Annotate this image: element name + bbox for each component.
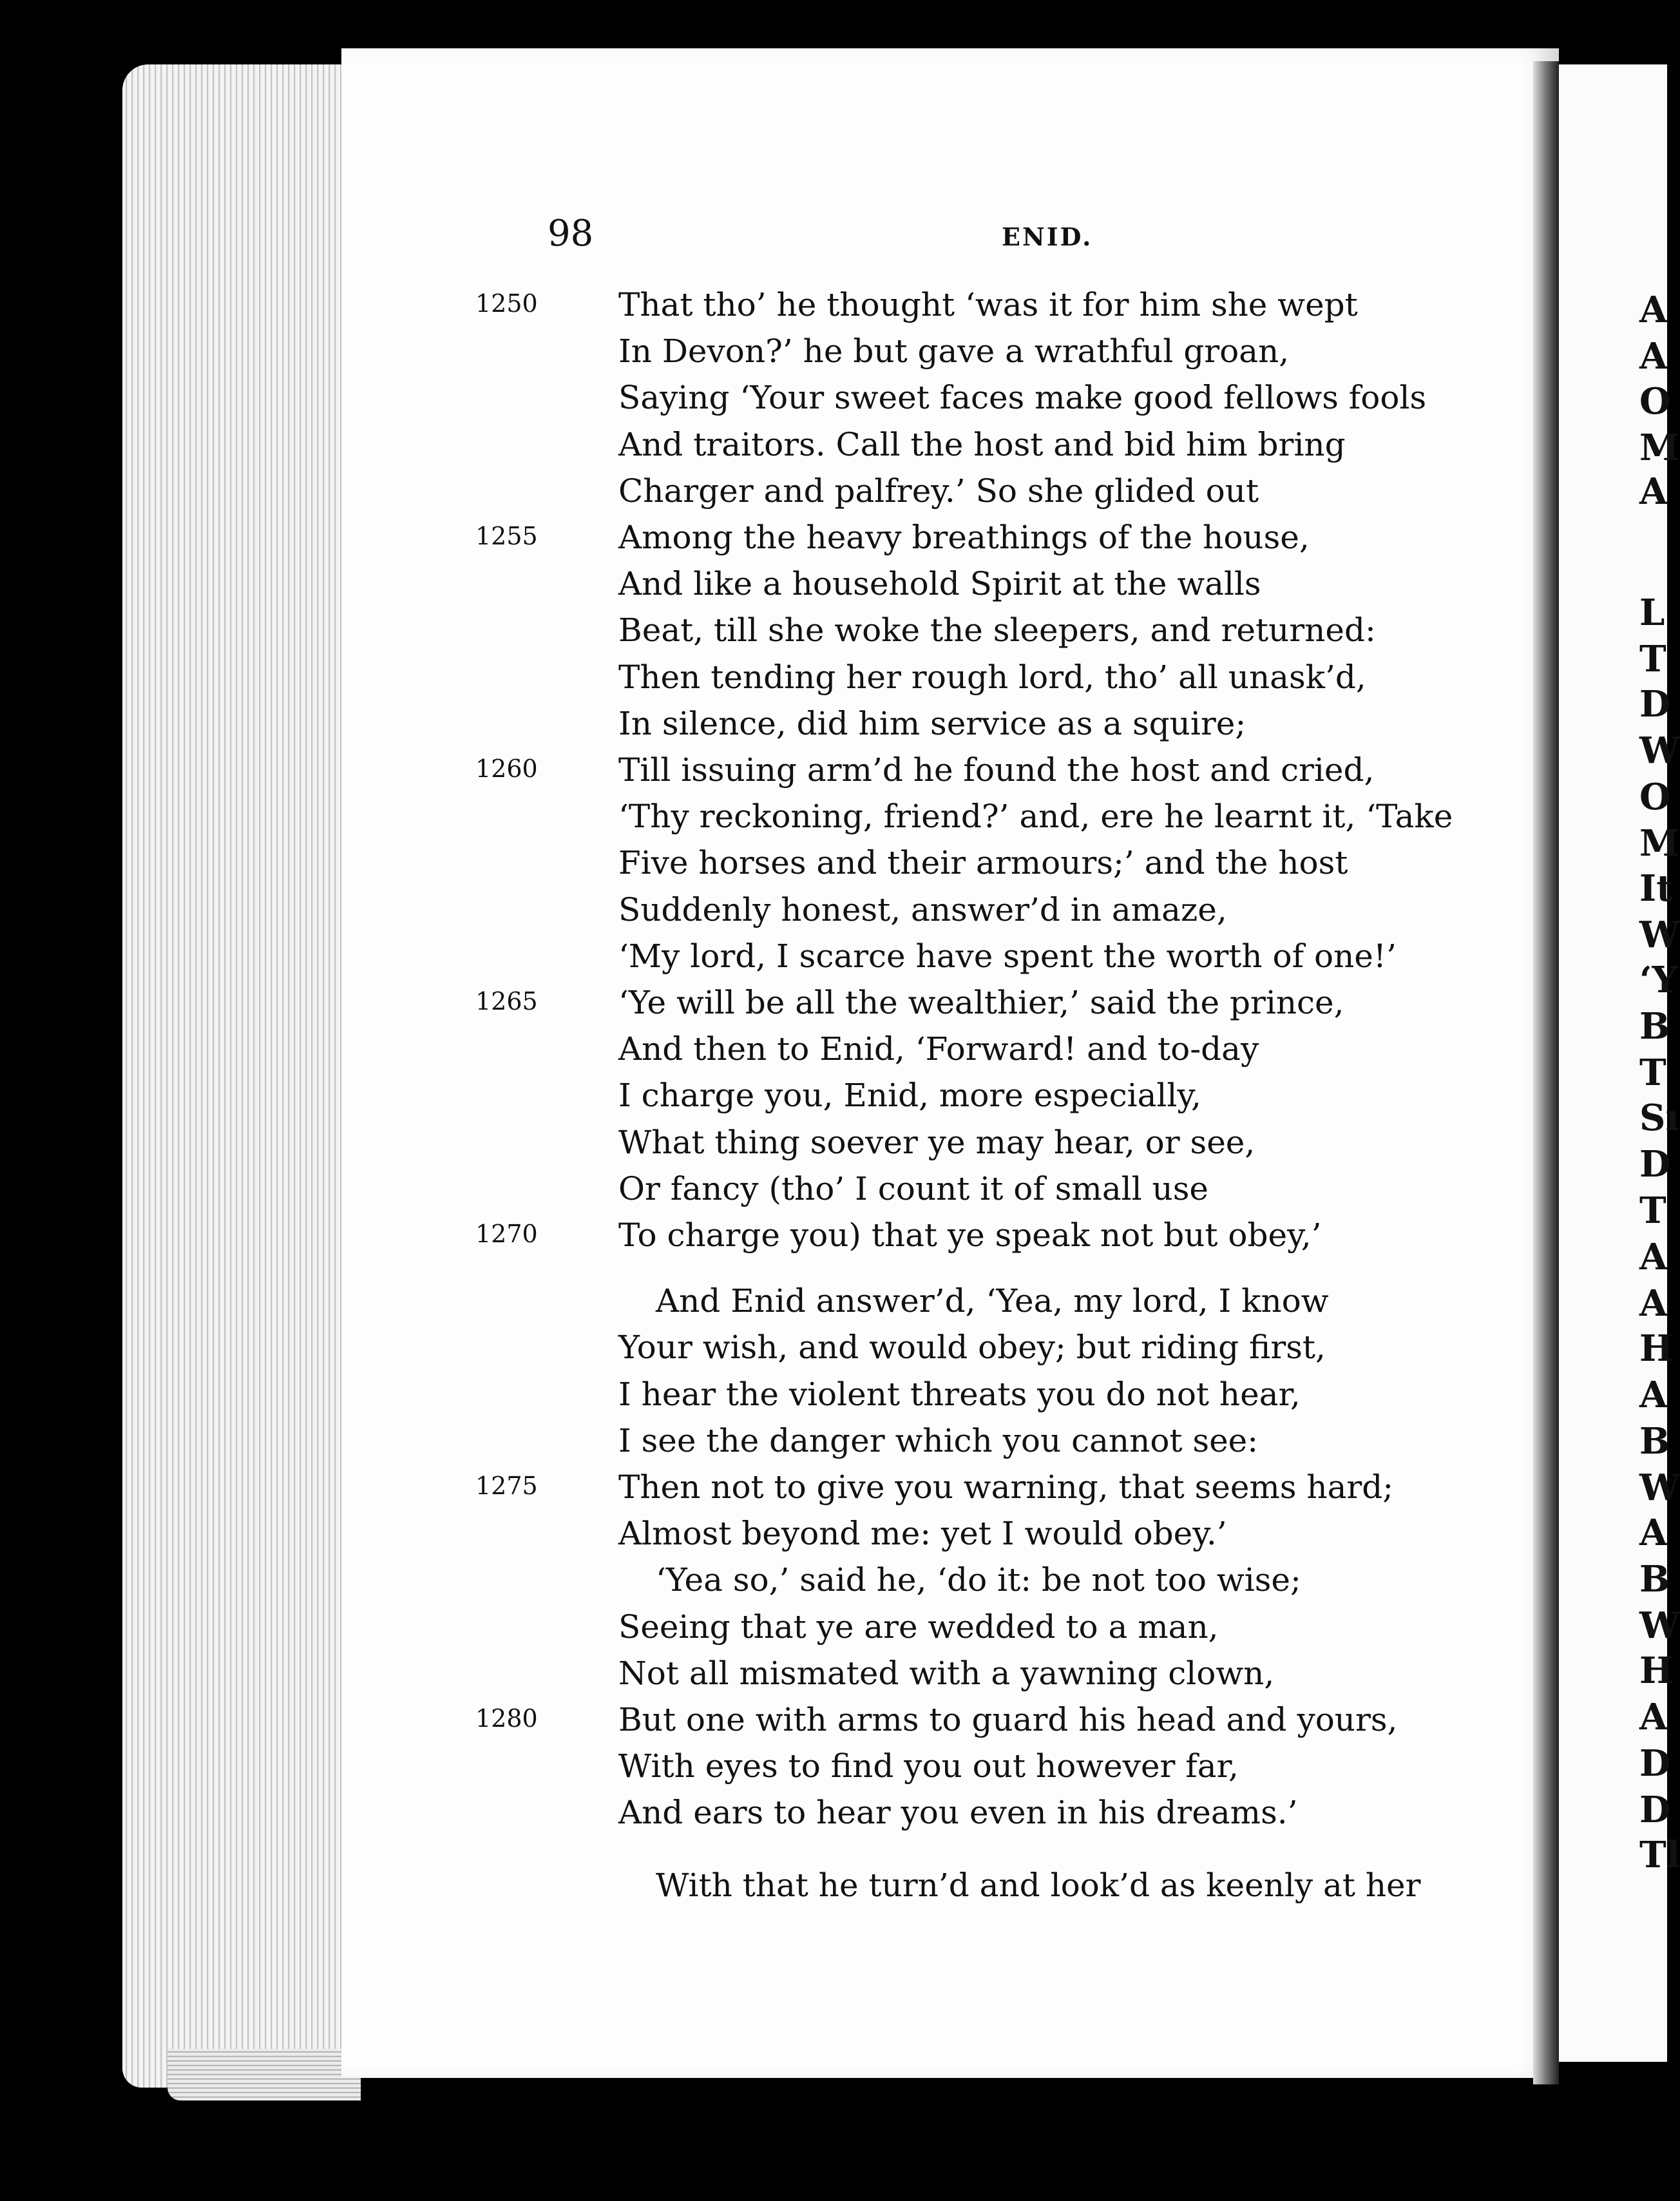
poem-line: With that he turn’d and look’d as keenly at her bbox=[656, 1866, 1421, 1904]
facing-page-letter: A bbox=[1639, 1512, 1668, 1554]
facing-page-letter: T bbox=[1639, 1189, 1666, 1232]
facing-page-letter: L bbox=[1639, 591, 1665, 634]
facing-page-letter: It bbox=[1639, 867, 1674, 910]
poem-line: I charge you, Enid, more especially, bbox=[618, 1077, 1201, 1115]
gutter-shadow bbox=[1533, 61, 1559, 2084]
poem-line: And ears to hear you even in his dreams.’ bbox=[618, 1794, 1298, 1832]
facing-page-letter: T bbox=[1639, 638, 1666, 680]
poem-line: Then not to give you warning, that seems hard; bbox=[618, 1468, 1394, 1506]
facing-page-letter: D bbox=[1639, 1143, 1671, 1186]
facing-page-letter: O bbox=[1639, 380, 1671, 423]
facing-page-letter: D bbox=[1639, 1789, 1671, 1831]
facing-page-letter: B bbox=[1639, 1420, 1670, 1463]
facing-page-letter: ‘Y bbox=[1639, 959, 1678, 1001]
page-stack-edges bbox=[122, 64, 348, 2088]
page-stack-bottom bbox=[167, 2049, 361, 2100]
poem-line: Your wish, and would obey; but riding first, bbox=[618, 1329, 1326, 1367]
poem-line: Five horses and their armours;’ and the host bbox=[618, 844, 1348, 882]
facing-page-letter: B bbox=[1639, 1005, 1670, 1048]
poem-line: And traitors. Call the host and bid him bring bbox=[618, 425, 1346, 463]
poem-line: I hear the violent threats you do not hear, bbox=[618, 1375, 1301, 1413]
running-head: ENID. bbox=[1002, 222, 1093, 251]
facing-page-letter: W bbox=[1639, 1604, 1680, 1647]
poem-line: With eyes to find you out however far, bbox=[618, 1747, 1239, 1785]
facing-page-letter: A bbox=[1639, 1374, 1668, 1416]
poem-line: ‘My lord, I scarce have spent the worth of one!’ bbox=[618, 937, 1397, 975]
facing-page-letter: M bbox=[1639, 427, 1679, 469]
facing-page-letter: A bbox=[1639, 1236, 1668, 1278]
poem-line: What thing soever ye may hear, or see, bbox=[618, 1123, 1255, 1161]
facing-page-letter: D bbox=[1639, 1742, 1671, 1785]
facing-page-letter: H bbox=[1639, 1327, 1674, 1370]
poem-line: Then tending her rough lord, tho’ all unask’d, bbox=[618, 658, 1366, 696]
line-number: 1250 bbox=[475, 289, 538, 318]
line-number: 1275 bbox=[475, 1472, 538, 1500]
line-number: 1280 bbox=[475, 1704, 538, 1733]
facing-page-letter: M bbox=[1639, 822, 1679, 865]
facing-page-letter: A bbox=[1639, 289, 1668, 331]
poem-line: Not all mismated with a yawning clown, bbox=[618, 1654, 1275, 1692]
line-number: 1255 bbox=[475, 522, 538, 550]
page-number: 98 bbox=[548, 213, 594, 255]
poem-line: Seeing that ye are wedded to a man, bbox=[618, 1608, 1219, 1646]
facing-page-letter: B bbox=[1639, 1558, 1670, 1600]
poem-line: That tho’ he thought ‘was it for him she wept bbox=[618, 286, 1358, 323]
poem-line: And Enid answer’d, ‘Yea, my lord, I know bbox=[656, 1282, 1329, 1320]
line-number: 1260 bbox=[475, 754, 538, 783]
poem-line: And like a household Spirit at the walls bbox=[618, 565, 1261, 603]
facing-page-letter: O bbox=[1639, 776, 1671, 818]
poem-line: Among the heavy breathings of the house, bbox=[618, 519, 1310, 556]
poem-line: In Devon?’ he but gave a wrathful groan, bbox=[618, 332, 1290, 370]
facing-page-letter: A bbox=[1639, 1696, 1668, 1738]
poem-line: ‘Ye will be all the wealthier,’ said the prince, bbox=[618, 984, 1344, 1021]
facing-page-letter: Sı bbox=[1639, 1097, 1679, 1139]
facing-page-letter: A bbox=[1639, 470, 1668, 513]
line-number: 1265 bbox=[475, 987, 538, 1015]
poem-line: Almost beyond me: yet I would obey.’ bbox=[618, 1515, 1227, 1553]
facing-page-letter: A bbox=[1639, 335, 1668, 378]
poem-line: Saying ‘Your sweet faces make good fellows fools bbox=[618, 379, 1427, 417]
line-number: 1270 bbox=[475, 1220, 538, 1248]
facing-page-letter: D bbox=[1639, 683, 1671, 726]
poem-line: I see the danger which you cannot see: bbox=[618, 1421, 1259, 1459]
poem-line: Charger and palfrey.’ So she glided out bbox=[618, 472, 1259, 510]
poem-line: Suddenly honest, answer’d in amaze, bbox=[618, 890, 1227, 928]
facing-page-letter: H bbox=[1639, 1649, 1674, 1692]
poem-line: To charge you) that ye speak not but obey,’ bbox=[618, 1216, 1322, 1254]
facing-page-letter: W bbox=[1639, 729, 1680, 772]
poem-line: But one with arms to guard his head and yours, bbox=[618, 1701, 1398, 1738]
poem-line: Or fancy (tho’ I count it of small use bbox=[618, 1169, 1208, 1207]
poem-line: Till issuing arm’d he found the host and cried, bbox=[618, 751, 1375, 789]
facing-page-letter: Tl bbox=[1639, 1834, 1680, 1876]
facing-page-letter: A bbox=[1639, 1282, 1668, 1325]
poem-line: And then to Enid, ‘Forward! and to-day bbox=[618, 1030, 1259, 1068]
poem-line: Beat, till she woke the sleepers, and returned: bbox=[618, 611, 1376, 649]
poem-line: In silence, did him service as a squire; bbox=[618, 704, 1246, 742]
facing-page-letter: T bbox=[1639, 1052, 1666, 1094]
poem-line: ‘Thy reckoning, friend?’ and, ere he learnt it, ‘Take bbox=[618, 798, 1453, 836]
facing-page-letter: W bbox=[1639, 914, 1680, 956]
poem-line: ‘Yea so,’ said he, ‘do it: be not too wise; bbox=[656, 1561, 1301, 1599]
facing-page-letter: W bbox=[1639, 1466, 1680, 1509]
